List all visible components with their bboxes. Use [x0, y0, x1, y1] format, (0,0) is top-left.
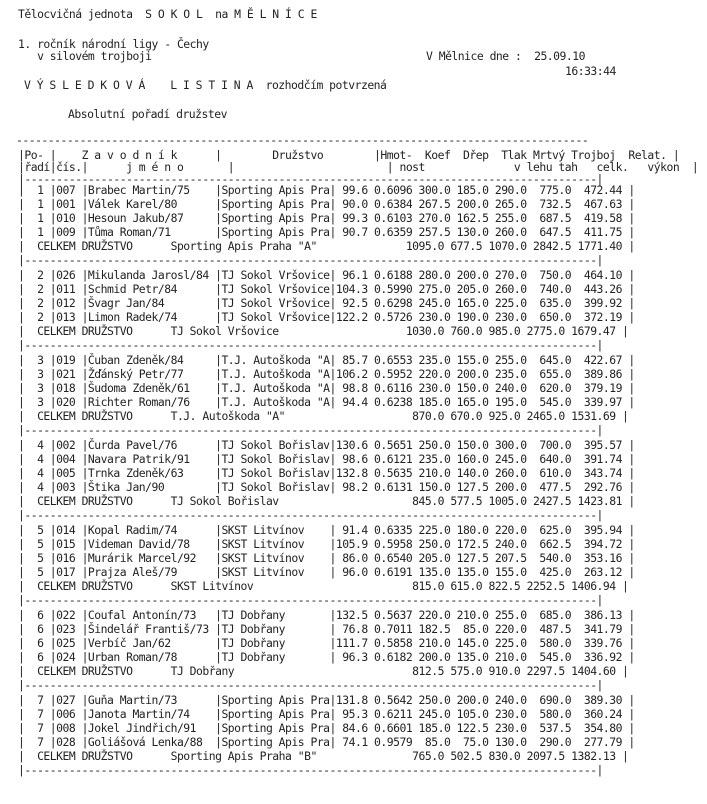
table-row: | 6 |022 |Coufal Antonín/73 |TJ Dobřany |132.5 0.5637 220.0 210.0 255.0 685.0 386.13 | [18, 608, 635, 622]
time-stamp: 16:33:44 [565, 64, 616, 78]
table-header-row: |řadí|čís.| j m é n o | | nost v lehu tah celk. výkon | [18, 160, 699, 174]
table-row: | 4 |005 |Trnka Zdeněk/63 |TJ Sokol Bořislav|132.8 0.5635 210.0 140.0 260.0 610.0 343.74 | [18, 466, 635, 480]
table-row: | 5 |015 |Videman David/78 |SKST Litvínov |105.9 0.5958 250.0 172.5 240.0 662.5 394.72 | [18, 537, 635, 551]
team-total-row: | CELKEM DRUŽSTVO TJ Sokol Vršovice 1030.0 760.0 985.0 2775.0 1679.47 | [18, 324, 629, 338]
date-line: V Mělnice dne : 25.09.10 [426, 49, 585, 63]
table-separator: |------------------------------------------------------------------------------------------| [18, 508, 603, 522]
table-row: | 6 |025 |Verbíč Jan/62 |TJ Dobřany |111.7 0.5858 210.0 145.0 225.0 580.0 339.76 | [18, 636, 635, 650]
team-total-row: | CELKEM DRUŽSTVO Sporting Apis Praha "A" 1095.0 677.5 1070.0 2842.5 1771.40 | [18, 239, 635, 253]
table-row: | 5 |016 |Murárik Marcel/92 |SKST Litvínov | 86.0 0.6540 205.0 127.5 207.5 540.0 353.16 | [18, 551, 635, 565]
table-row: | 7 |028 |Goliášová Lenka/88 |Sporting Apis Pra| 74.1 0.9579 85.0 75.0 130.0 290.0 277.79 | [18, 735, 635, 749]
table-row: | 3 |018 |Šudoma Zdeněk/61 |T.J. Autoškoda "A| 98.8 0.6116 230.0 150.0 240.0 620.0 379.19 | [18, 381, 635, 395]
table-header-row: |Po- | Z a v o d n í k | Družstvo |Hmot- Koef Dřep Tlak Mrtvý Trojboj Relat. | [18, 148, 680, 162]
table-row: | 5 |017 |Prajza Aleš/79 |SKST Litvínov | 96.0 0.6191 135.0 135.0 155.0 425.0 263.12 | [18, 565, 635, 579]
table-row: | 1 |009 |Tůma Roman/71 |Sporting Apis Pra| 90.7 0.6359 257.5 130.0 260.0 647.5 411.75 | [18, 225, 635, 239]
table-separator: |------------------------------------------------------------------------------------------| [18, 763, 603, 777]
team-total-row: | CELKEM DRUŽSTVO T.J. Autoškoda "A" 870.0 670.0 925.0 2465.0 1531.69 | [18, 409, 629, 423]
team-total-row: | CELKEM DRUŽSTVO TJ Sokol Bořislav 845.0 577.5 1005.0 2427.5 1423.81 | [18, 494, 635, 508]
table-row: | 4 |003 |Štika Jan/90 |TJ Sokol Bořislav| 98.2 0.6131 150.0 127.5 200.0 477.5 292.76 | [18, 480, 635, 494]
table-row: | 2 |026 |Mikulanda Jarosl/84 |TJ Sokol Vršovice| 96.1 0.6188 280.0 200.0 270.0 750.0 464.10 | [18, 268, 635, 282]
table-row: | 3 |021 |Žďánský Petr/77 |T.J. Autoškoda "A|106.2 0.5952 220.0 200.0 235.0 655.0 389.86 | [18, 367, 635, 381]
table-row: | 1 |001 |Válek Karel/80 |Sporting Apis Pra| 90.0 0.6384 267.5 200.0 265.0 732.5 467.63 | [18, 197, 635, 211]
competition-name: 1. ročník národní ligy - Čechy [18, 37, 209, 51]
competition-discipline: v silovém trojboji [18, 49, 152, 63]
table-separator: |------------------------------------------------------------------------------------------| [18, 172, 603, 186]
table-separator: |------------------------------------------------------------------------------------------| [18, 423, 603, 437]
table-row: | 2 |011 |Schmid Petr/84 |TJ Sokol Vršovice|104.3 0.5990 275.0 205.0 260.0 740.0 443.26 | [18, 282, 635, 296]
table-row: | 4 |002 |Čurda Pavel/76 |TJ Sokol Bořislav|130.6 0.5651 250.0 150.0 300.0 700.0 395.57 | [18, 438, 635, 452]
table-row: | 1 |007 |Brabec Martin/75 |Sporting Apis Pra| 99.6 0.6096 300.0 185.0 290.0 775.0 472.44 | [18, 183, 635, 197]
table-separator: |------------------------------------------------------------------------------------------| [18, 593, 603, 607]
table-row: | 1 |010 |Hesoun Jakub/87 |Sporting Apis Pra| 99.3 0.6103 270.0 162.5 255.0 687.5 419.58 | [18, 211, 635, 225]
table-separator: |------------------------------------------------------------------------------------------| [18, 253, 603, 267]
table-row: | 6 |023 |Šindelář Františ/73 |TJ Dobřany | 76.8 0.7011 182.5 85.0 220.0 487.5 341.79 | [18, 622, 635, 636]
document-title: V Ý S L E D K O V Á L I S T I N A rozhodčím potvrzená [24, 78, 387, 92]
team-total-row: | CELKEM DRUŽSTVO TJ Dobřany 812.5 575.0 910.0 2297.5 1404.60 | [18, 664, 629, 678]
table-row: | 5 |014 |Kopal Radim/74 |SKST Litvínov | 91.4 0.6335 225.0 180.0 220.0 625.0 395.94 | [18, 523, 635, 537]
table-row: | 3 |020 |Richter Roman/76 |T.J. Autoškoda "A| 94.4 0.6238 185.0 165.0 195.0 545.0 339.97 | [18, 395, 635, 409]
table-separator: |------------------------------------------------------------------------------------------| [18, 338, 603, 352]
club-heading: Tělocvičná jednota S O K O L na M Ě L N Í C E [18, 7, 317, 21]
team-total-row: | CELKEM DRUŽSTVO SKST Litvínov 815.0 615.0 822.5 2252.5 1406.94 | [18, 579, 629, 593]
table-row: | 2 |013 |Limon Radek/74 |TJ Sokol Vršovice|122.2 0.5726 230.0 190.0 230.0 650.0 372.19 | [18, 310, 635, 324]
table-row: | 7 |008 |Jokel Jindřich/91 |Sporting Apis Pra| 84.6 0.6601 185.0 122.5 230.0 537.5 354.80 | [18, 721, 635, 735]
table-row: | 7 |006 |Janota Martin/74 |Sporting Apis Pra| 95.3 0.6211 245.0 105.0 230.0 580.0 360.24 | [18, 707, 635, 721]
team-total-row: | CELKEM DRUŽSTVO Sporting Apis Praha "B" 765.0 502.5 830.0 2097.5 1382.13 | [18, 749, 629, 763]
table-row: | 7 |027 |Guňa Martin/73 |Sporting Apis Pra|131.8 0.5642 250.0 200.0 240.0 690.0 389.30 | [18, 693, 635, 707]
table-separator: |------------------------------------------------------------------------------------------| [18, 678, 603, 692]
table-row: | 2 |012 |Švagr Jan/84 |TJ Sokol Vršovice| 92.5 0.6298 245.0 165.0 225.0 635.0 399.92 | [18, 296, 635, 310]
document-subtitle: Absolutní pořadí družstev [68, 107, 227, 121]
table-row: | 4 |004 |Navara Patrik/91 |TJ Sokol Bořislav| 98.6 0.6121 235.0 160.0 245.0 640.0 391.74 | [18, 452, 635, 466]
table-row: | 6 |024 |Urban Roman/78 |TJ Dobřany | 96.3 0.6182 200.0 135.0 210.0 545.0 336.92 | [18, 650, 635, 664]
table-row: | 3 |019 |Čuban Zdeněk/84 |T.J. Autoškoda "A| 85.7 0.6553 235.0 155.0 255.0 645.0 422.67 | [18, 353, 635, 367]
table-border: ------------------------------------------------------------------------------------------ [16, 133, 589, 147]
